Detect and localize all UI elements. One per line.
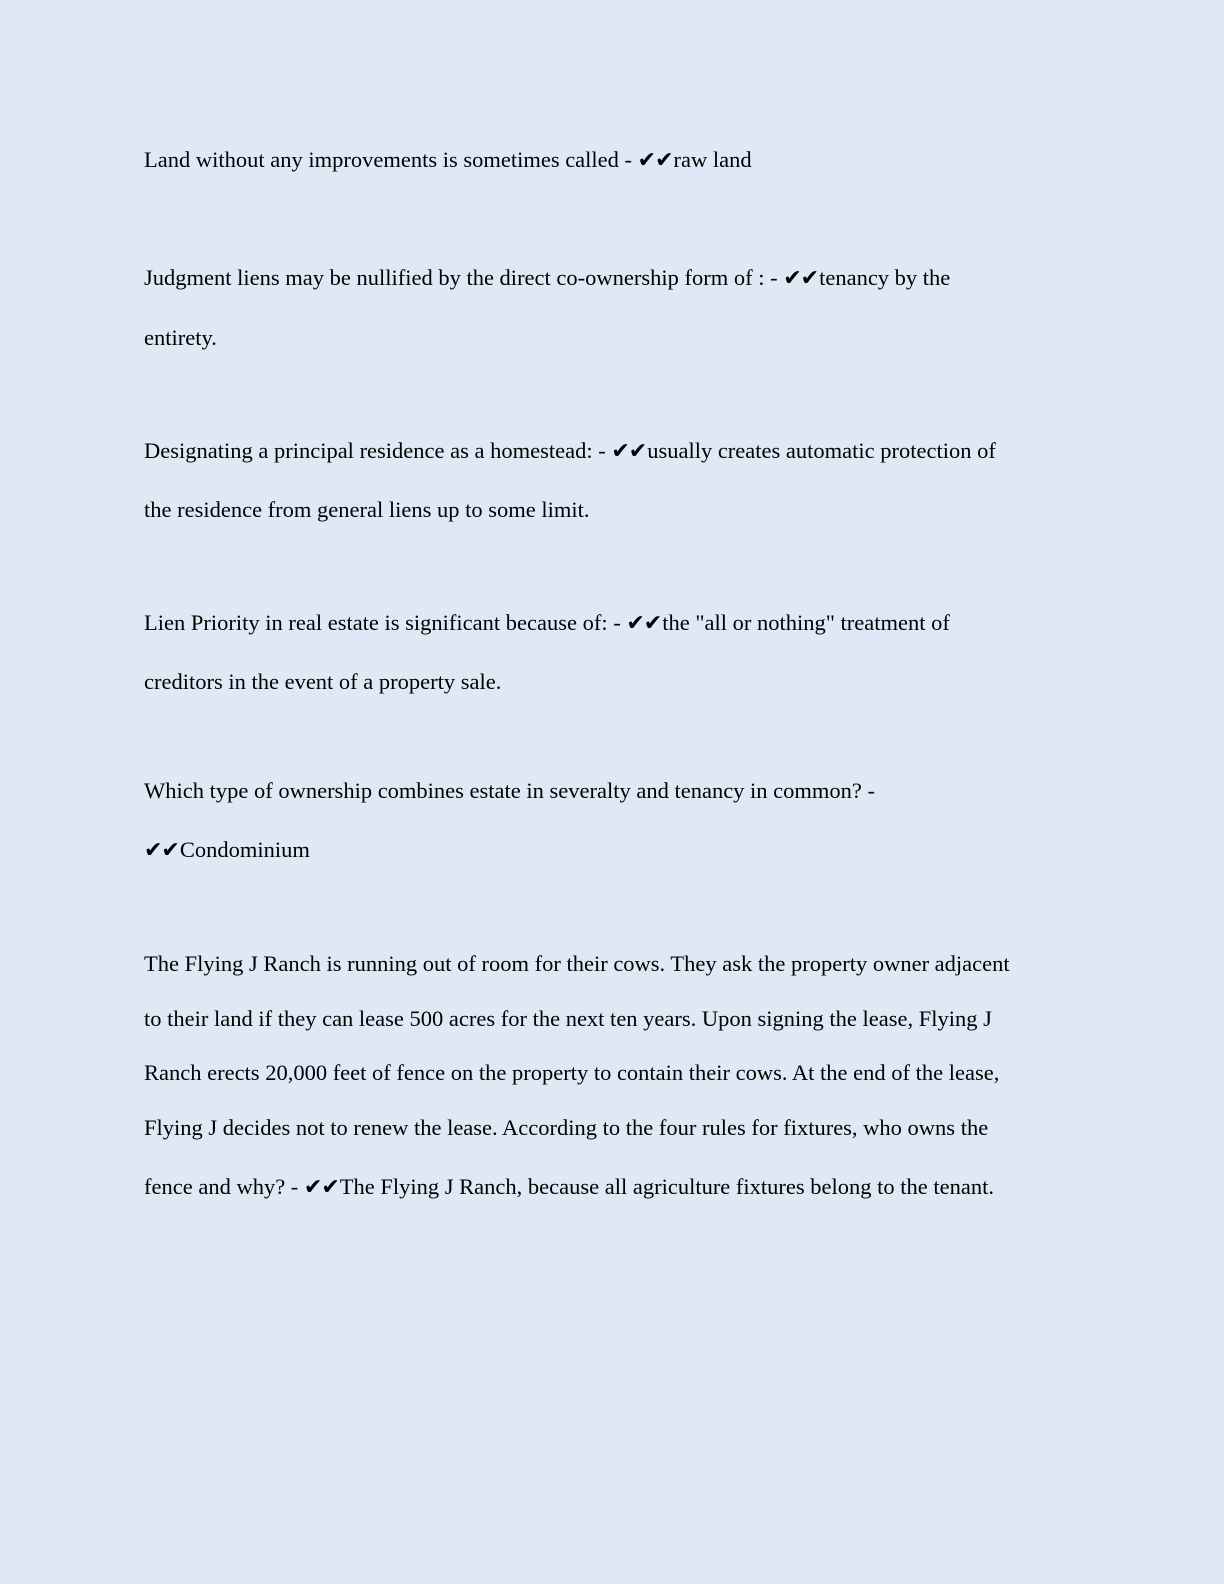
double-check-icon: ✔✔ <box>626 611 662 636</box>
qa-item-continuation <box>144 837 1084 863</box>
answer-text: raw land <box>673 147 752 172</box>
question-text: Judgment liens may be nullified by the direct co-ownership form of : - <box>144 265 784 290</box>
double-check-icon: ✔✔ <box>783 266 819 291</box>
question-text: Which type of ownership combines estate in severalty and tenancy in common? - <box>144 778 876 803</box>
answer-text: the residence from general liens up to some limit. <box>144 497 590 522</box>
answer-text: entirety. <box>144 325 217 350</box>
answer-text: usually creates automatic protection of <box>647 438 996 463</box>
qa-item-continuation <box>144 325 1084 351</box>
qa-item-continuation <box>144 669 1084 695</box>
answer-text: tenancy by the <box>819 265 951 290</box>
qa-item <box>144 951 1084 977</box>
question-text: to their land if they can lease 500 acres for the next ten years. Upon signing the lease, Flying J <box>144 1006 992 1031</box>
qa-item <box>144 778 1084 804</box>
qa-item-continuation <box>144 1174 1084 1200</box>
double-check-icon: ✔✔ <box>637 148 673 173</box>
double-check-icon: ✔✔ <box>303 1175 339 1200</box>
question-text: The Flying J Ranch is running out of room for their cows. They ask the property owner adjacent <box>144 951 1010 976</box>
qa-line <box>144 837 1084 863</box>
question-text: Designating a principal residence as a homestead: - <box>144 438 612 463</box>
answer-text: the "all or nothing" treatment of <box>662 610 950 635</box>
double-check-icon: ✔✔ <box>611 439 647 464</box>
question-text: Lien Priority in real estate is significant because of: - <box>144 610 627 635</box>
qa-item-continuation <box>144 1115 1084 1141</box>
question-text: fence and why? - <box>144 1174 304 1199</box>
question-text: Flying J decides not to renew the lease. According to the four rules for fixtures, who owns the <box>144 1115 989 1140</box>
qa-line <box>144 438 1084 464</box>
answer-text: creditors in the event of a property sale. <box>144 669 502 694</box>
qa-line <box>144 265 1084 291</box>
qa-item <box>144 265 1084 291</box>
answer-text: The Flying J Ranch, because all agriculture fixtures belong to the tenant. <box>339 1174 994 1199</box>
qa-item <box>144 438 1084 464</box>
qa-line <box>144 610 1084 636</box>
qa-item-continuation <box>144 1060 1084 1086</box>
qa-item <box>144 147 1084 173</box>
qa-line <box>144 147 1084 173</box>
qa-item-continuation <box>144 1006 1084 1032</box>
question-text: Land without any improvements is sometimes called - <box>144 147 638 172</box>
answer-text: Condominium <box>179 837 310 862</box>
question-text: Ranch erects 20,000 feet of fence on the property to contain their cows. At the end of the lease, <box>144 1060 1000 1085</box>
qa-item <box>144 610 1084 636</box>
qa-line <box>144 1174 1084 1200</box>
double-check-icon: ✔✔ <box>144 838 179 863</box>
qa-item-continuation <box>144 497 1084 523</box>
